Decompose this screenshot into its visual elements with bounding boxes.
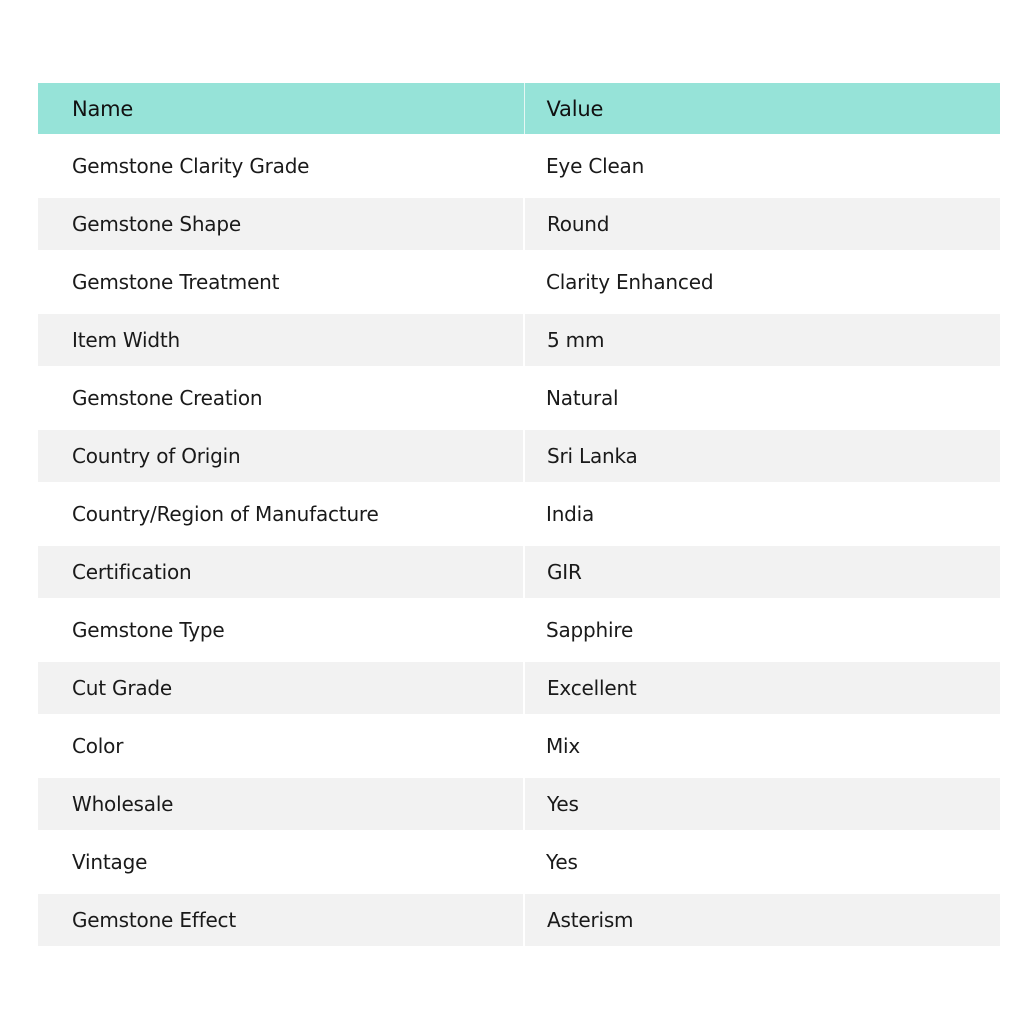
row-name-cell: Gemstone Clarity Grade — [38, 134, 524, 198]
row-value-cell: 5 mm — [524, 314, 1000, 366]
row-value-cell: India — [524, 482, 1000, 546]
row-value-cell: Natural — [524, 366, 1000, 430]
row-name-cell: Certification — [38, 546, 524, 598]
row-value-cell: GIR — [524, 546, 1000, 598]
row-value-cell: Asterism — [524, 894, 1000, 946]
row-name-cell: Item Width — [38, 314, 524, 366]
row-value-cell: Yes — [524, 778, 1000, 830]
row-value-cell: Excellent — [524, 662, 1000, 714]
table-row — [38, 134, 1000, 198]
row-name-cell: Wholesale — [38, 778, 524, 830]
table-row — [38, 830, 1000, 894]
row-name-cell: Country/Region of Manufacture — [38, 482, 524, 546]
table-row — [38, 250, 1000, 314]
row-value-cell: Yes — [524, 830, 1000, 894]
row-name-cell: Country of Origin — [38, 430, 524, 482]
table-row — [38, 714, 1000, 778]
row-name-cell: Gemstone Effect — [38, 894, 524, 946]
table-row — [38, 314, 1000, 366]
table-row — [38, 778, 1000, 830]
table-row — [38, 366, 1000, 430]
row-name-cell: Vintage — [38, 830, 524, 894]
table-header-row — [38, 83, 1000, 134]
table-body — [38, 134, 1000, 946]
row-value-cell: Mix — [524, 714, 1000, 778]
table-row — [38, 430, 1000, 482]
table-row — [38, 198, 1000, 250]
column-header-name: Name — [38, 83, 524, 134]
row-name-cell: Cut Grade — [38, 662, 524, 714]
item-specifics-table — [38, 83, 1000, 946]
table-row — [38, 546, 1000, 598]
table-row — [38, 598, 1000, 662]
row-value-cell: Eye Clean — [524, 134, 1000, 198]
row-name-cell: Gemstone Type — [38, 598, 524, 662]
row-name-cell: Gemstone Treatment — [38, 250, 524, 314]
column-header-value: Value — [524, 83, 1000, 134]
row-name-cell: Color — [38, 714, 524, 778]
row-name-cell: Gemstone Shape — [38, 198, 524, 250]
table-row — [38, 482, 1000, 546]
row-value-cell: Round — [524, 198, 1000, 250]
row-name-cell: Gemstone Creation — [38, 366, 524, 430]
row-value-cell: Clarity Enhanced — [524, 250, 1000, 314]
table-row — [38, 662, 1000, 714]
row-value-cell: Sri Lanka — [524, 430, 1000, 482]
row-value-cell: Sapphire — [524, 598, 1000, 662]
table-row — [38, 894, 1000, 946]
